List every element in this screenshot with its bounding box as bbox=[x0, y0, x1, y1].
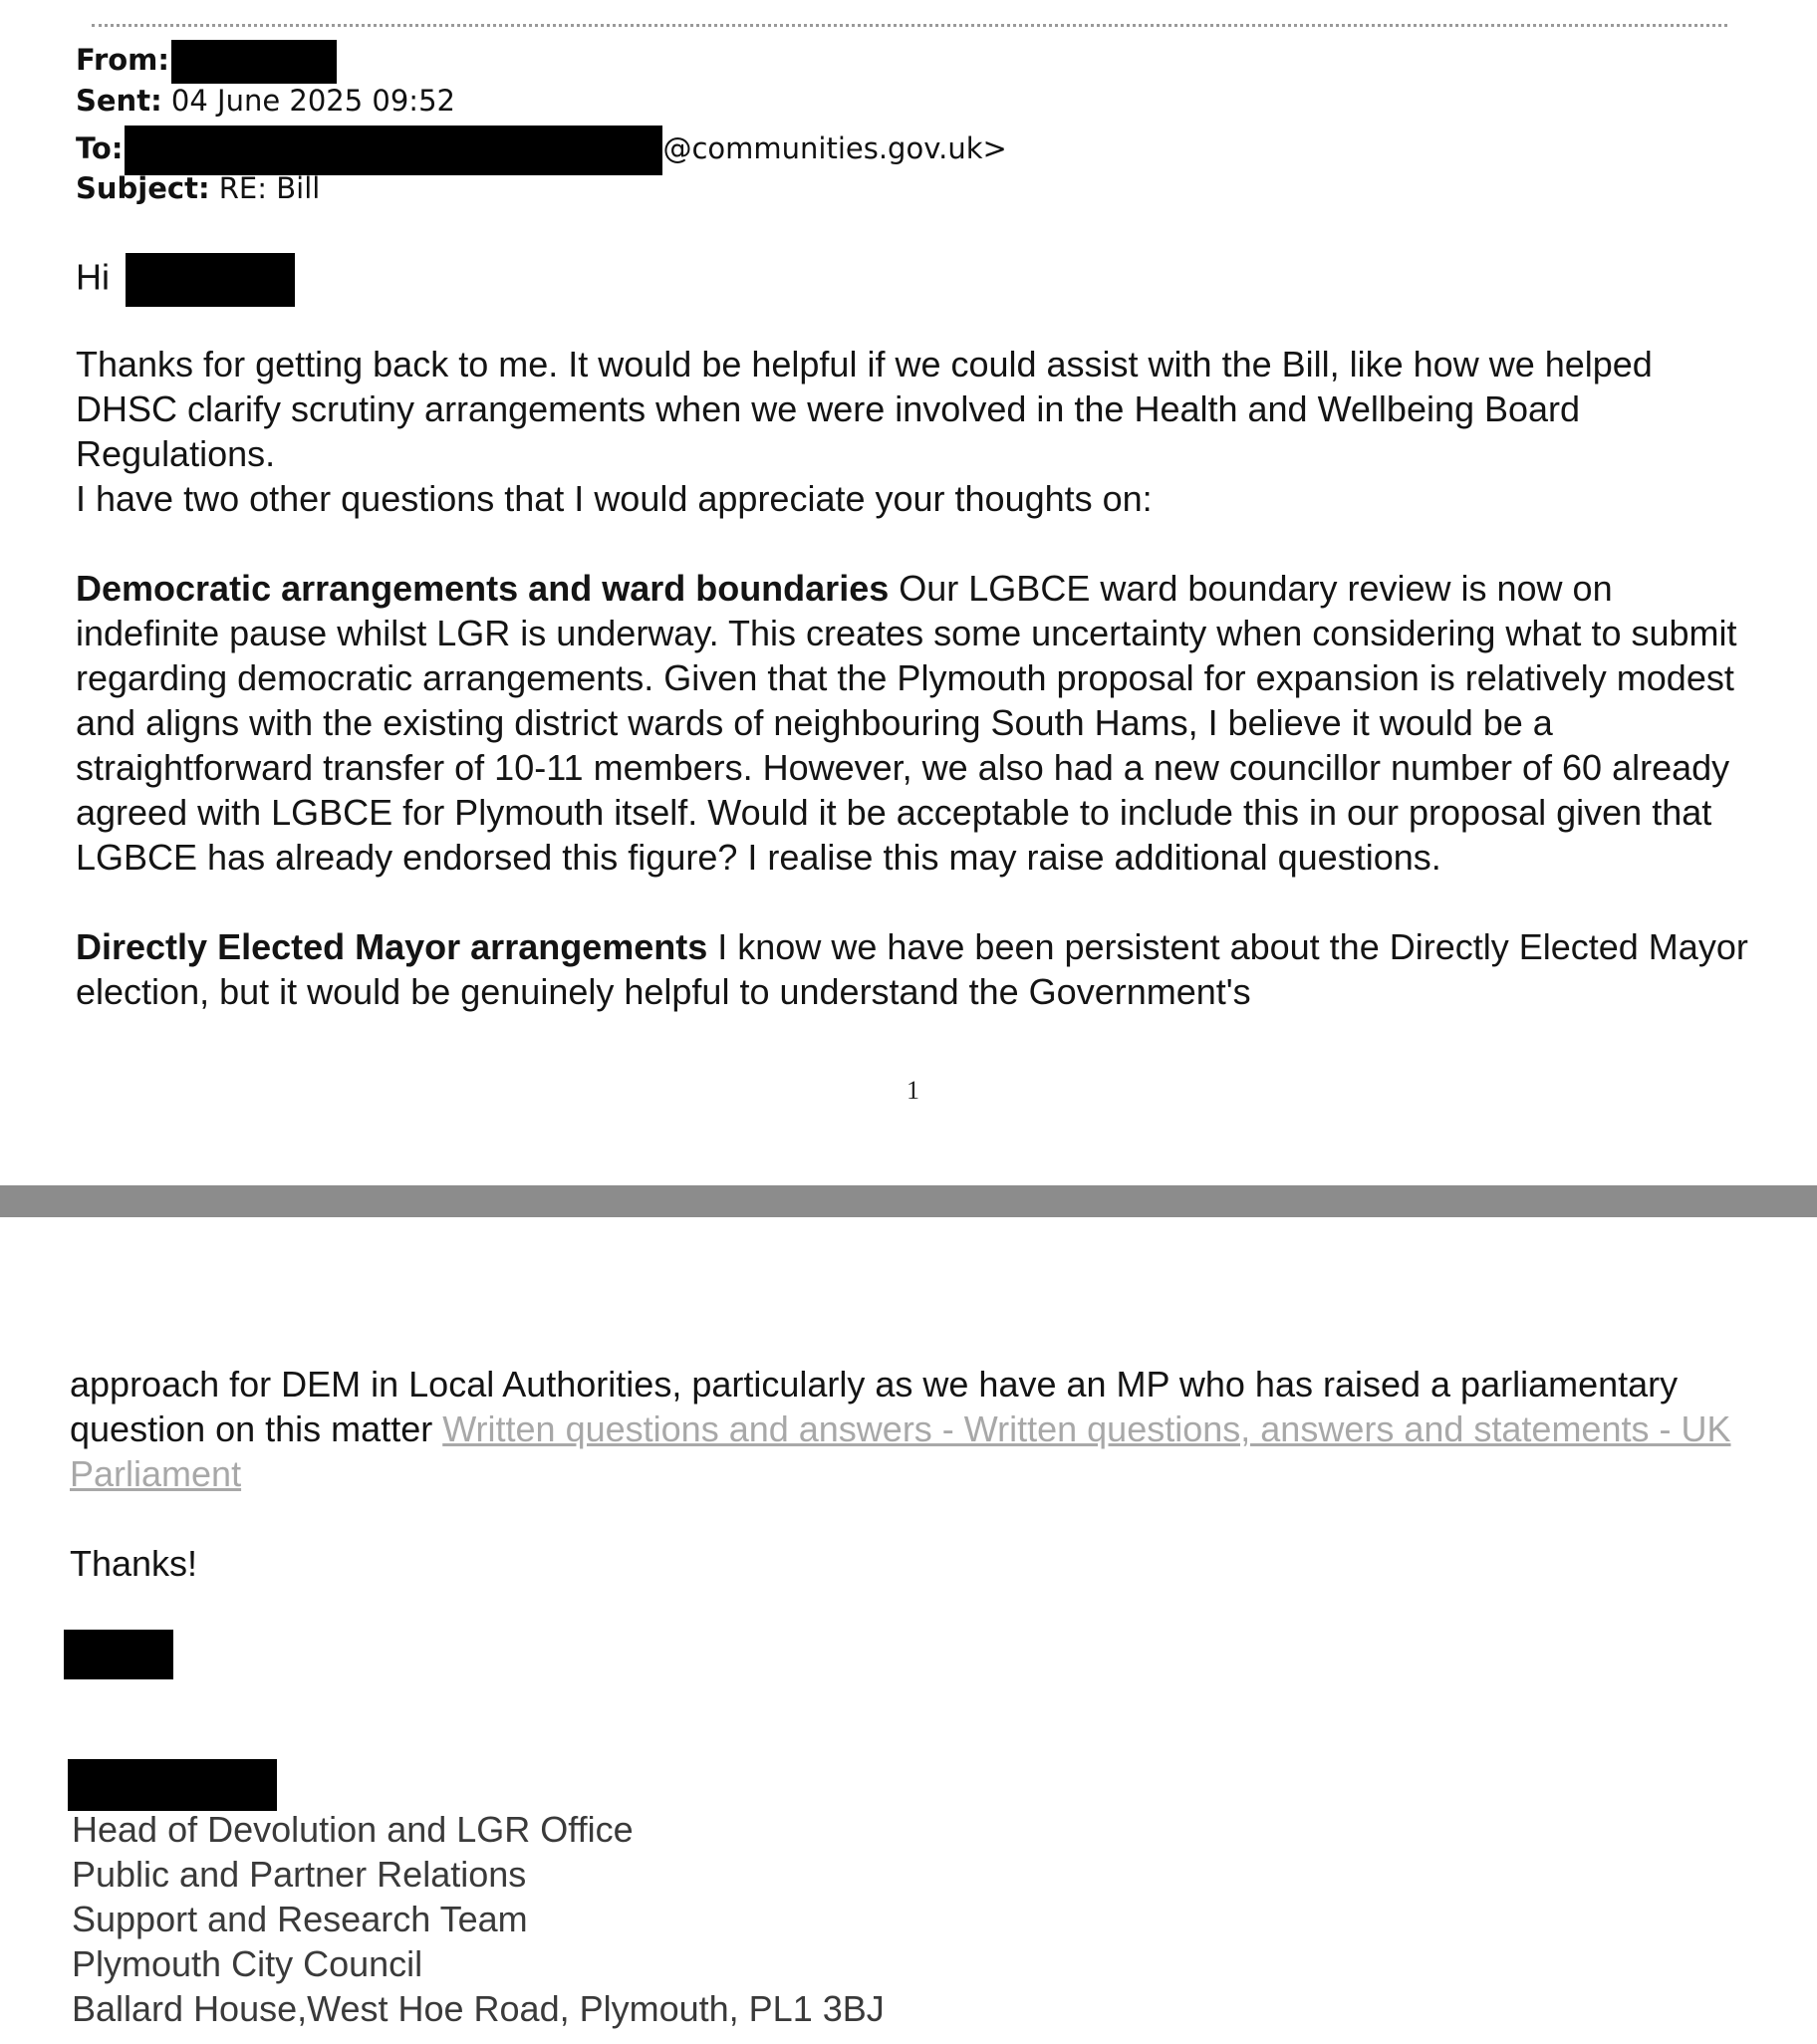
redaction-box bbox=[171, 40, 337, 84]
header-from-row bbox=[76, 40, 337, 84]
to-label: To: bbox=[76, 131, 124, 165]
signature-address: Ballard House,West Hoe Road, Plymouth, PL1 3BJ bbox=[72, 1988, 885, 2029]
page-number: 1 bbox=[907, 1076, 919, 1105]
signature-team: Support and Research Team bbox=[72, 1899, 528, 1939]
mayor-heading: Directly Elected Mayor arrangements bbox=[76, 926, 708, 967]
header-subject-row bbox=[76, 171, 320, 205]
signature-block bbox=[72, 1807, 885, 2031]
thanks-line: Thanks! bbox=[70, 1543, 198, 1584]
redaction-box bbox=[68, 1759, 277, 1811]
democratic-paragraph bbox=[76, 566, 1749, 880]
greeting-text: Hi bbox=[76, 256, 110, 298]
header-sent-row bbox=[76, 84, 455, 118]
to-email-suffix: @communities.gov.uk> bbox=[662, 131, 1007, 165]
email-page-2 bbox=[0, 1217, 1817, 2044]
mayor-text: I know we have been persistent about the Directly Elected Mayor election, but it would be genuinely helpful to understand the Government's bbox=[76, 926, 1748, 1012]
intro-paragraph: Thanks for getting back to me. It would be helpful if we could assist with the Bill, like how we helped DHSC clarify scrutiny arrangements when we were involved in the Health and Wellbeing Board Regulations. bbox=[76, 344, 1653, 474]
democratic-text: Our LGBCE ward boundary review is now on indefinite pause whilst LGR is underway. This creates some uncertainty when considering what to submit regarding democratic arrangements. Given that the Plymouth proposal for expansion is relatively modest and aligns with the existing district wards of neighbouring South Hams, I believe it would be a straightforward transfer of 10-11 members. However, we also had a new councillor number of 60 already agreed with LGBCE for Plymouth itself. Would it be acceptable to include this in our proposal given that LGBCE has already endorsed this figure? I realise this may raise additional questions. bbox=[76, 568, 1737, 878]
parliament-link[interactable]: Written questions and answers - Written questions, answers and statements - UK Parliament bbox=[70, 1408, 1731, 1494]
signature-department: Public and Partner Relations bbox=[72, 1854, 527, 1895]
from-label: From: bbox=[76, 43, 169, 77]
page-separator bbox=[0, 1185, 1817, 1217]
continued-paragraph bbox=[70, 1362, 1763, 1496]
subject-label: Subject: bbox=[76, 171, 210, 205]
sent-value: 04 June 2025 09:52 bbox=[170, 84, 455, 118]
redaction-box bbox=[126, 253, 295, 307]
democratic-heading: Democratic arrangements and ward boundaries bbox=[76, 568, 890, 609]
continued-text: approach for DEM in Local Authorities, particularly as we have an MP who has raised a parliamentary question on this matter bbox=[70, 1364, 1679, 1449]
greeting bbox=[76, 253, 1749, 307]
mayor-paragraph bbox=[76, 924, 1749, 1014]
signature-title: Head of Devolution and LGR Office bbox=[72, 1809, 634, 1850]
intro-question-line: I have two other questions that I would appreciate your thoughts on: bbox=[76, 478, 1153, 519]
signature-organisation: Plymouth City Council bbox=[72, 1943, 423, 1984]
email-body bbox=[76, 342, 1749, 1014]
subject-value: RE: Bill bbox=[218, 171, 321, 205]
top-dotted-rule bbox=[92, 24, 1727, 27]
header-to-row bbox=[76, 126, 1007, 175]
redaction-box bbox=[125, 126, 662, 175]
redaction-box bbox=[64, 1630, 173, 1679]
sent-label: Sent: bbox=[76, 84, 162, 118]
